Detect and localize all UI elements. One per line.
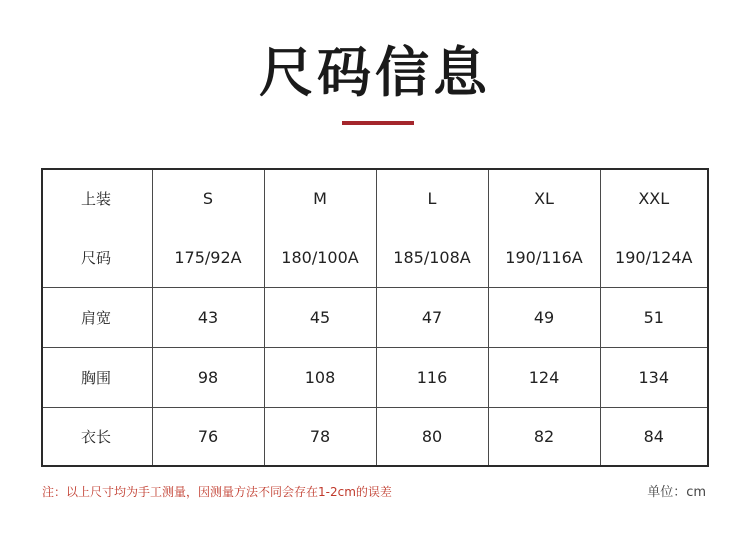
size-code: 180/100A [281,248,359,267]
garment-type-label: 上装 [81,190,112,208]
measurement-cell: 84 [600,407,708,466]
size-name: M [313,189,327,208]
measurement-cell: 49 [488,287,600,347]
size-name: S [202,189,214,208]
measurement-cell: 76 [152,407,264,466]
size-code: 185/108A [393,248,471,267]
measurement-cell: 51 [600,287,708,347]
measurement-cell: 47 [376,287,488,347]
measurement-cell: 82 [488,407,600,466]
size-column-xxl [600,169,708,287]
header-label-cell [42,169,152,287]
measurement-cell: 78 [264,407,376,466]
measurement-cell: 108 [264,347,376,407]
unit-label: 单位：cm [647,485,706,500]
size-name: XL [534,189,554,208]
table-row [42,347,708,407]
measurement-cell: 80 [376,407,488,466]
size-code: 175/92A [174,248,242,267]
title-underline-bar [342,121,414,125]
measurement-cell: 124 [488,347,600,407]
measurement-cell: 43 [152,287,264,347]
size-code: 190/116A [505,248,583,267]
size-column-s [152,169,264,287]
measurement-cell: 116 [376,347,488,407]
size-column-l [376,169,488,287]
table-row [42,407,708,466]
page-title: 尺码信息 [259,41,491,104]
measurement-note: 注：以上尺寸均为手工测量，因测量方法不同会存在1-2cm的误差 [42,485,392,499]
measurement-cell: 134 [600,347,708,407]
table-row [42,287,708,347]
size-column-xl [488,169,600,287]
size-name: L [427,189,437,208]
size-name: XXL [638,189,670,208]
row-label-shoulder: 肩宽 [42,287,152,347]
measurement-cell: 45 [264,287,376,347]
size-column-m [264,169,376,287]
row-label-chest: 胸围 [42,347,152,407]
size-chart-table [41,168,709,467]
size-header-row [42,169,708,287]
measurement-cell: 98 [152,347,264,407]
size-code: 190/124A [615,248,693,267]
row-label-length: 衣长 [42,407,152,466]
size-code-label: 尺码 [81,249,112,267]
